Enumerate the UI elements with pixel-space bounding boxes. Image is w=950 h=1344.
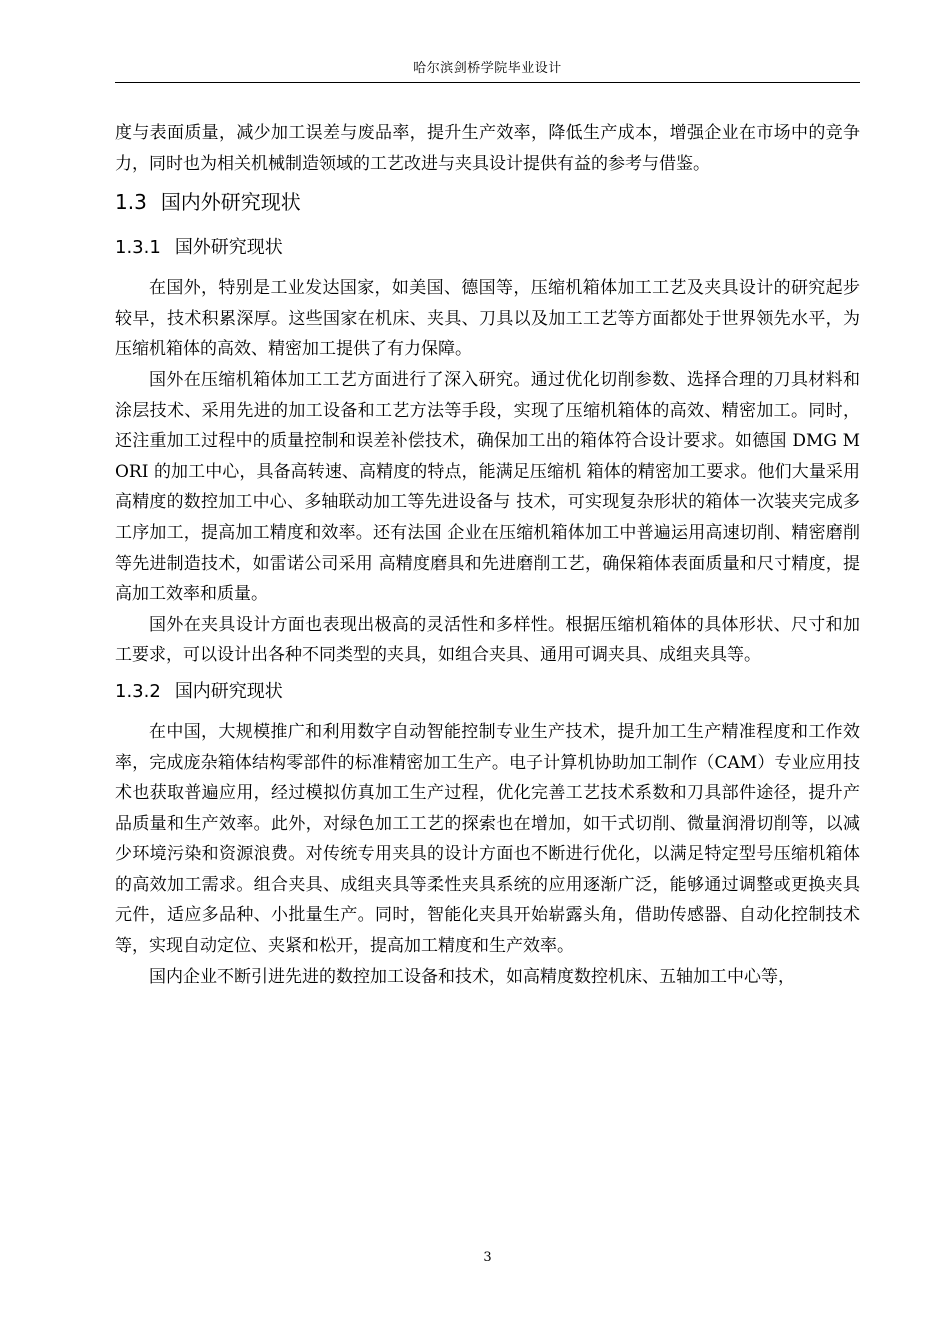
paragraph-foreign-fixture: 国外在夹具设计方面也表现出极高的灵活性和多样性。根据压缩机箱体的具体形状、尺寸和加工要求，可以设计出各种不同类型的夹具，如组合夹具、通用可调夹具、成组夹具等。 — [115, 614, 860, 666]
section-number: 1.3 — [115, 190, 147, 215]
paragraph-foreign-process: 国外在压缩机箱体加工工艺方面进行了深入研究。通过优化切削参数、选择合理的刀具材料和涂层技术、采用先进的加工设备和工艺方法等手段，实现了压缩机箱体的高效、精密加工。同时，还注重加工过程中的质量控制和误差补偿技术，确保加工出的箱体符合设计要求。如德国 DMG MORI 的加工中心，具备高转速、高精度的特点，能满足压缩机 箱体的精密加工要求。他们大量采用高精度的数控加工中心、多轴联动加工等先进设备与 技术，可实现复杂形状的箱体一次装夹完成多工序加工，提高加工精度和效率。还有法国 企业在压缩机箱体加工中普遍运用高速切削、精密磨削等先进制造技术，如雷诺公司采用 高精度磨具和先进磨削工艺，确保箱体表面质量和尺寸精度，提高加工效率和质量。 — [115, 369, 860, 605]
paragraph-domestic-equipment: 国内企业不断引进先进的数控加工设备和技术，如高精度数控机床、五轴加工中心等， — [149, 966, 795, 987]
paragraph-continued: 度与表面质量，减少加工误差与废品率，提升生产效率，降低生产成本，增强企业在市场中的竞争力，同时也为相关机械制造领域的工艺改进与夹具设计提供有益的参考与借鉴。 — [115, 123, 860, 174]
paragraph-domestic-intro: 在中国，大规模推广和利用数字自动智能控制专业生产技术，提升加工生产精准程度和工作效率，完成庞杂箱体结构零部件的标准精密加工生产。电子计算机协助加工制作（CAM）专业应用技术也获取普遍应用，经过模拟仿真加工生产过程，优化完善工艺技术系数和刀具部件途径，提升产品质量和生产效率。此外，对绿色加工工艺的探索也在增加，如干式切削、微量润滑切削等，以减少环境污染和资源浪费。对传统专用夹具的设计方面也不断进行优化，以满足特定型号压缩机箱体的高效加工需求。组合夹具、成组夹具等柔性夹具系统的应用逐渐广泛，能够通过调整或更换夹具元件，适应多品种、小批量生产。同时，智能化夹具开始崭露头角，借助传感器、自动化控制技术等，实现自动定位、夹紧和松开，提高加工精度和生产效率。 — [115, 721, 860, 957]
subsection-number: 1.3.2 — [115, 680, 161, 702]
page-number: 3 — [483, 1250, 492, 1265]
subsection-title: 国外研究现状 — [174, 237, 283, 259]
subsection-title: 国内研究现状 — [174, 680, 283, 702]
spacer — [115, 671, 860, 673]
page-body — [115, 118, 860, 992]
section-heading-1-3 — [115, 185, 860, 219]
header-divider — [115, 82, 860, 83]
section-title: 国内外研究现状 — [160, 190, 301, 215]
subsection-number: 1.3.1 — [115, 237, 161, 259]
page-header: 哈尔滨剑桥学院毕业设计 — [413, 61, 562, 76]
subsection-heading-1-3-2 — [115, 677, 860, 707]
subsection-heading-1-3-1 — [115, 233, 860, 263]
paragraph-foreign-intro: 在国外，特别是工业发达国家，如美国、德国等，压缩机箱体加工工艺及夹具设计的研究起步较早，技术积累深厚。这些国家在机床、夹具、刀具以及加工工艺等方面都处于世界领先水平，为压缩机箱体的高效、精密加工提供了有力保障。 — [115, 278, 860, 360]
